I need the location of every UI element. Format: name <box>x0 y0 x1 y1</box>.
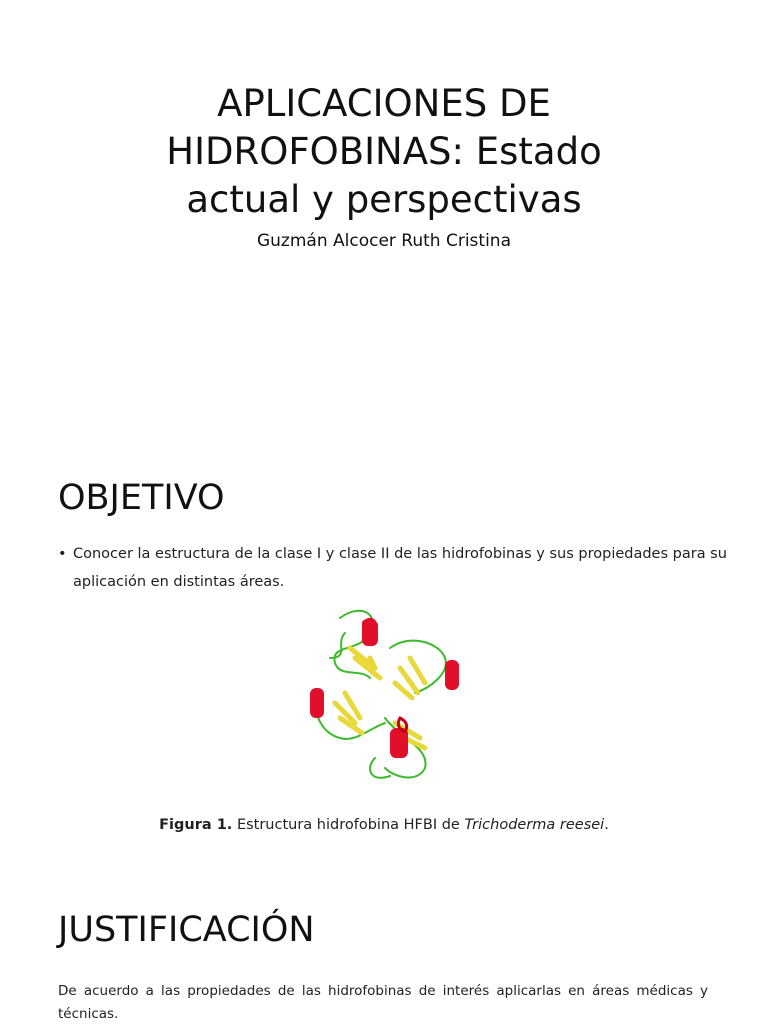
sheet-arrow <box>395 658 425 698</box>
title-line-3: actual y perspectivas <box>186 178 582 221</box>
helix <box>445 660 459 690</box>
figure-caption <box>0 817 768 833</box>
objetivo-bullet <box>58 540 728 596</box>
author-name: Guzmán Alcocer Ruth Cristina <box>256 231 511 251</box>
objetivo-bullet-text: Conocer la estructura de la clase I y clase II de las hidrofobinas y sus propiedades para su aplicación en distintas áreas. <box>73 546 727 590</box>
caption-text: Estructura hidrofobina HFBI de <box>236 817 460 833</box>
caption-end: . <box>604 817 609 833</box>
caption-species: Trichoderma reesei <box>464 817 605 833</box>
justificacion-heading: JUSTIFICACIÓN <box>58 910 315 950</box>
caption-label: Figura 1. <box>159 817 233 833</box>
justificacion-text: De acuerdo a las propiedades de las hidrofobinas de interés aplicarlas en áreas médicas y técnicas. <box>58 983 708 1022</box>
objetivo-heading: OBJETIVO <box>58 478 225 518</box>
bullet-dot: • <box>58 546 67 562</box>
helix <box>310 688 324 718</box>
title-line-1: APLICACIONES DE <box>217 82 551 125</box>
helix <box>362 620 378 646</box>
protein-structure-image <box>300 598 470 788</box>
sheet-arrow <box>335 693 362 733</box>
slide-title <box>0 80 768 224</box>
title-line-2: HIDROFOBINAS: Estado <box>166 130 602 173</box>
